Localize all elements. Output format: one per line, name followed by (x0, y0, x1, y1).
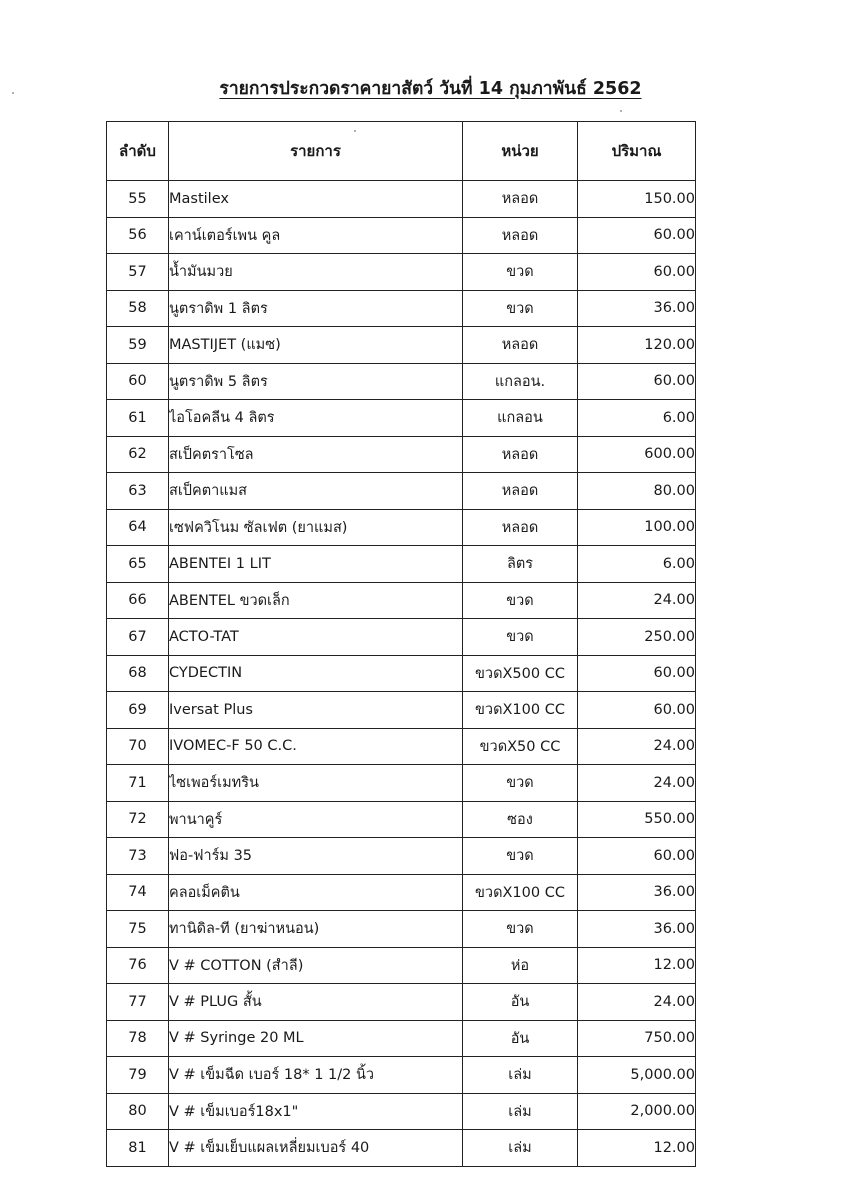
cell-item: สเป็คตราโซล (169, 436, 463, 473)
cell-item: V # เข็มฉีด เบอร์ 18* 1 1/2 นิ้ว (169, 1057, 463, 1094)
header-qty: ปริมาณ (578, 122, 696, 181)
cell-unit: อัน (463, 984, 578, 1021)
table-row (107, 874, 696, 911)
table-row (107, 546, 696, 583)
table-row (107, 1057, 696, 1094)
cell-unit: หลอด (463, 181, 578, 218)
cell-qty: 60.00 (578, 254, 696, 291)
cell-item: MASTIJET (แมซ) (169, 327, 463, 364)
cell-unit: เล่ม (463, 1130, 578, 1167)
cell-no: 75 (107, 911, 169, 948)
scan-speck (354, 130, 356, 132)
cell-qty: 60.00 (578, 692, 696, 729)
table-row (107, 509, 696, 546)
cell-no: 70 (107, 728, 169, 765)
cell-qty: 80.00 (578, 473, 696, 510)
cell-no: 79 (107, 1057, 169, 1094)
cell-no: 67 (107, 619, 169, 656)
table-row (107, 838, 696, 875)
cell-unit: ขวดX50 CC (463, 728, 578, 765)
cell-no: 71 (107, 765, 169, 802)
cell-item: น้ำมันมวย (169, 254, 463, 291)
cell-no: 77 (107, 984, 169, 1021)
cell-qty: 120.00 (578, 327, 696, 364)
cell-qty: 24.00 (578, 582, 696, 619)
cell-qty: 36.00 (578, 290, 696, 327)
cell-unit: เล่ม (463, 1057, 578, 1094)
cell-item: V # เข็มเย็บแผลเหลี่ยมเบอร์ 40 (169, 1130, 463, 1167)
cell-unit: แกลอน. (463, 363, 578, 400)
table-row (107, 400, 696, 437)
cell-item: ฟอ-ฟาร์ม 35 (169, 838, 463, 875)
cell-no: 72 (107, 801, 169, 838)
cell-unit: ขวด (463, 582, 578, 619)
table-row (107, 765, 696, 802)
document-title-text: รายการประกวดราคายาสัตว์ วันที่ 14 กุมภาพันธ์ 2562 (219, 79, 642, 99)
cell-unit: หลอด (463, 473, 578, 510)
cell-unit: หลอด (463, 436, 578, 473)
table-row (107, 655, 696, 692)
cell-qty: 150.00 (578, 181, 696, 218)
cell-qty: 60.00 (578, 655, 696, 692)
cell-item: ทานิดิล-ที (ยาฆ่าหนอน) (169, 911, 463, 948)
cell-unit: แกลอน (463, 400, 578, 437)
cell-item: เคาน์เตอร์เพน คูล (169, 217, 463, 254)
cell-qty: 100.00 (578, 509, 696, 546)
cell-no: 65 (107, 546, 169, 583)
cell-no: 81 (107, 1130, 169, 1167)
table-row (107, 1020, 696, 1057)
cell-qty: 5,000.00 (578, 1057, 696, 1094)
cell-item: IVOMEC-F 50 C.C. (169, 728, 463, 765)
cell-qty: 750.00 (578, 1020, 696, 1057)
cell-item: นูตราดิพ 5 ลิตร (169, 363, 463, 400)
cell-qty: 600.00 (578, 436, 696, 473)
table-row (107, 217, 696, 254)
cell-qty: 24.00 (578, 984, 696, 1021)
table-row (107, 363, 696, 400)
cell-no: 60 (107, 363, 169, 400)
table-row (107, 619, 696, 656)
cell-no: 55 (107, 181, 169, 218)
table-row (107, 436, 696, 473)
table-row (107, 1093, 696, 1130)
table-row (107, 984, 696, 1021)
cell-no: 68 (107, 655, 169, 692)
cell-item: Iversat Plus (169, 692, 463, 729)
cell-no: 56 (107, 217, 169, 254)
cell-item: V # PLUG สั้น (169, 984, 463, 1021)
scan-speck (12, 92, 14, 94)
table-row (107, 947, 696, 984)
cell-no: 57 (107, 254, 169, 291)
table-body (107, 181, 696, 1167)
cell-no: 78 (107, 1020, 169, 1057)
header-unit: หน่วย (463, 122, 578, 181)
cell-no: 64 (107, 509, 169, 546)
table-row (107, 290, 696, 327)
cell-qty: 60.00 (578, 363, 696, 400)
cell-unit: เล่ม (463, 1093, 578, 1130)
cell-qty: 6.00 (578, 546, 696, 583)
table-row (107, 473, 696, 510)
table-row (107, 728, 696, 765)
header-row (107, 122, 696, 181)
cell-item: คลอเม็คติน (169, 874, 463, 911)
cell-item: CYDECTIN (169, 655, 463, 692)
cell-unit: หลอด (463, 217, 578, 254)
cell-qty: 250.00 (578, 619, 696, 656)
cell-unit: อัน (463, 1020, 578, 1057)
cell-no: 66 (107, 582, 169, 619)
table-row (107, 254, 696, 291)
cell-item: ABENTEL ขวดเล็ก (169, 582, 463, 619)
cell-item: V # เข็มเบอร์18x1" (169, 1093, 463, 1130)
cell-unit: ขวด (463, 290, 578, 327)
cell-unit: ขวด (463, 765, 578, 802)
table-row (107, 692, 696, 729)
scan-speck (620, 110, 622, 112)
cell-no: 74 (107, 874, 169, 911)
cell-unit: ขวดX500 CC (463, 655, 578, 692)
cell-unit: ขวด (463, 619, 578, 656)
cell-qty: 12.00 (578, 1130, 696, 1167)
cell-qty: 550.00 (578, 801, 696, 838)
cell-qty: 12.00 (578, 947, 696, 984)
cell-qty: 6.00 (578, 400, 696, 437)
header-item: รายการ (169, 122, 463, 181)
cell-no: 73 (107, 838, 169, 875)
cell-unit: ซอง (463, 801, 578, 838)
cell-item: V # COTTON (สำลี) (169, 947, 463, 984)
cell-no: 80 (107, 1093, 169, 1130)
cell-no: 58 (107, 290, 169, 327)
cell-qty: 36.00 (578, 874, 696, 911)
table-header (107, 122, 696, 181)
cell-qty: 60.00 (578, 838, 696, 875)
cell-unit: ห่อ (463, 947, 578, 984)
cell-no: 69 (107, 692, 169, 729)
cell-item: เซฟควิโนม ซัลเฟต (ยาแมส) (169, 509, 463, 546)
cell-item: สเป็คตาแมส (169, 473, 463, 510)
table-row (107, 327, 696, 364)
cell-item: ไซเพอร์เมทริน (169, 765, 463, 802)
table-row (107, 911, 696, 948)
table-row (107, 582, 696, 619)
document-title (0, 74, 849, 102)
cell-item: ABENTEI 1 LIT (169, 546, 463, 583)
cell-item: V # Syringe 20 ML (169, 1020, 463, 1057)
table-row (107, 801, 696, 838)
header-no: ลำดับ (107, 122, 169, 181)
cell-unit: ลิตร (463, 546, 578, 583)
cell-qty: 36.00 (578, 911, 696, 948)
cell-qty: 60.00 (578, 217, 696, 254)
cell-qty: 24.00 (578, 728, 696, 765)
cell-unit: หลอด (463, 509, 578, 546)
table-row (107, 1130, 696, 1167)
cell-item: Mastilex (169, 181, 463, 218)
cell-unit: หลอด (463, 327, 578, 364)
cell-no: 76 (107, 947, 169, 984)
cell-no: 62 (107, 436, 169, 473)
cell-qty: 24.00 (578, 765, 696, 802)
price-list-table (106, 121, 696, 1167)
cell-item: พานาคูร์ (169, 801, 463, 838)
cell-item: ไอโอคลีน 4 ลิตร (169, 400, 463, 437)
cell-item: ACTO-TAT (169, 619, 463, 656)
cell-unit: ขวดX100 CC (463, 692, 578, 729)
cell-item: นูตราดิพ 1 ลิตร (169, 290, 463, 327)
table-row (107, 181, 696, 218)
cell-unit: ขวด (463, 838, 578, 875)
cell-no: 61 (107, 400, 169, 437)
cell-unit: ขวดX100 CC (463, 874, 578, 911)
cell-no: 59 (107, 327, 169, 364)
cell-no: 63 (107, 473, 169, 510)
cell-qty: 2,000.00 (578, 1093, 696, 1130)
cell-unit: ขวด (463, 911, 578, 948)
cell-unit: ขวด (463, 254, 578, 291)
